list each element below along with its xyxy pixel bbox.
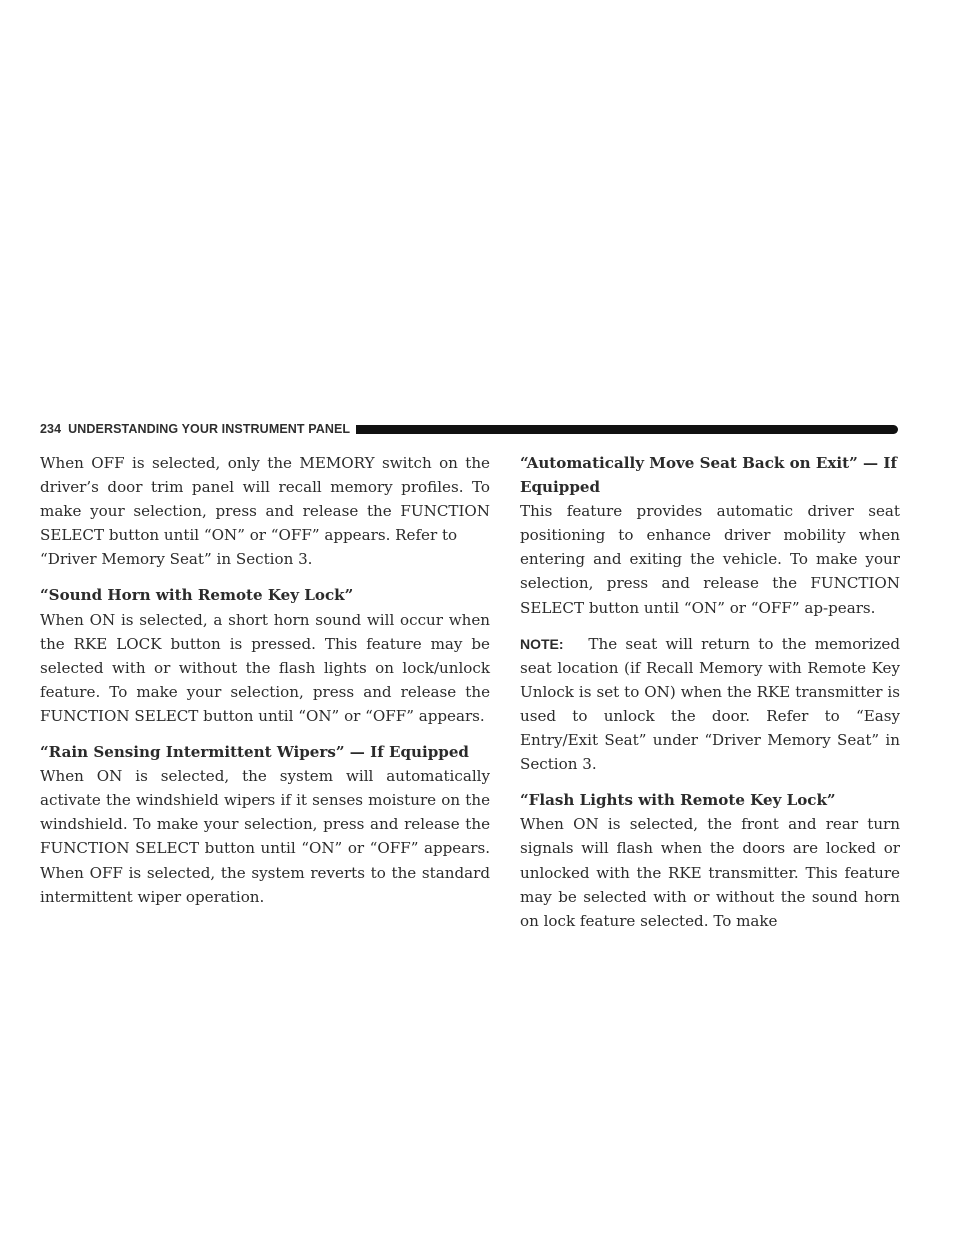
page-header bbox=[40, 420, 898, 438]
intro-paragraph: When OFF is selected, only the MEMORY switch on the driver’s door trim panel will recall memory profiles. To make your selection, press and release the FUNCTION SELECT button until “ON” or “OFF” appears. Refer to bbox=[40, 454, 490, 545]
section-body-flash-lights: When ON is selected, the front and rear turn signals will flash when the doors are locked or unlocked with the RKE transmitter. This feature may be selected with or without the sound horn on lock feature selected. To make bbox=[520, 815, 900, 930]
section-heading-flash-lights: “Flash Lights with Remote Key Lock” bbox=[520, 791, 836, 810]
note-label: NOTE: bbox=[520, 635, 564, 652]
section-heading-rain-sensing: “Rain Sensing Intermittent Wipers” — If Equipped bbox=[40, 743, 469, 762]
page-number: 234 bbox=[40, 422, 62, 436]
section-body-sound-horn: When ON is selected, a short horn sound will occur when the RKE LOCK button is pressed. This feature may be selected with or without the flash lights on lock/unlock feature. To make your selection, press and release the FUNCTION SELECT button until “ON” or “OFF” appears. bbox=[40, 610, 490, 725]
left-column bbox=[40, 451, 490, 921]
note-paragraph bbox=[520, 632, 900, 777]
section-title: UNDERSTANDING YOUR INSTRUMENT PANEL bbox=[68, 422, 351, 436]
note-text: The seat will return to the memorized seat location (if Recall Memory with Remote Key Unlock is set to ON) when the RKE transmitter is used to unlock the door. Refer to “Easy Entry/Exit Seat” under “Driver Memory Seat” in Section 3. bbox=[520, 634, 900, 774]
section-heading-sound-horn: “Sound Horn with Remote Key Lock” bbox=[40, 586, 354, 605]
header-rule bbox=[356, 425, 898, 434]
section-body-move-seat: This feature provides automatic driver seat positioning to enhance driver mobility when entering and exiting the vehicle. To make your selection, press and release the FUNCTION SELECT button until “ON” or “OFF” ap-pears. bbox=[520, 502, 900, 617]
intro-paragraph-reference: “Driver Memory Seat” in Section 3. bbox=[40, 550, 313, 569]
section-heading-move-seat: “Automatically Move Seat Back on Exit” — If Equipped bbox=[520, 454, 897, 497]
section-body-rain-sensing: When ON is selected, the system will automatically activate the windshield wipers if it senses moisture on the windshield. To make your selection, press and release the FUNCTION SELECT button until “ON” or “OFF” appears. When OFF is selected, the system reverts to the standard intermittent wiper operation. bbox=[40, 767, 490, 906]
right-column bbox=[520, 451, 900, 945]
